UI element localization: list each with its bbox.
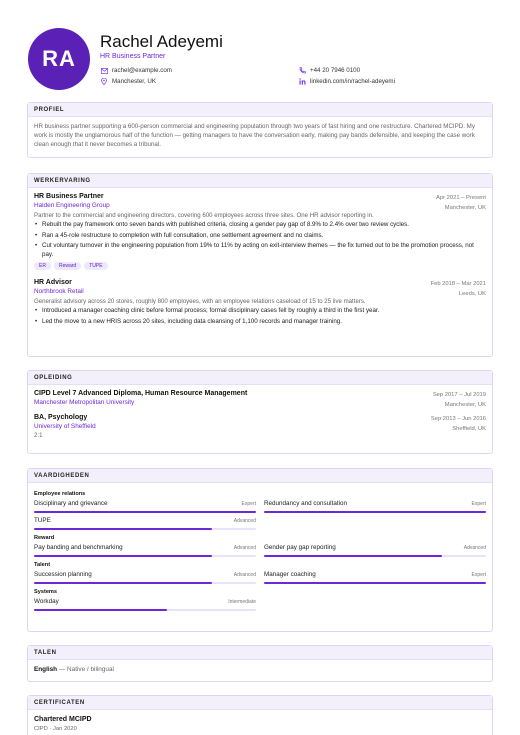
profile-text: HR business partner supporting a 600-person commercial and engineering population through two years of fast hiring and one restructure. Chartered MCIPD. My work is mostly the unglamorous half of the function — getting managers to have the conversation early, making pay bands defensible, and keeping the case work clean enough that it never becomes a tribunal.	[34, 123, 475, 148]
skill-item	[264, 568, 486, 585]
job-title: HR Business Partner	[34, 193, 104, 200]
skill-level: Advanced	[233, 545, 256, 551]
language-level: — Native / bilingual	[58, 666, 114, 673]
contact-phone[interactable]	[298, 67, 360, 74]
job-bullet: • Cut voluntary turnover in the engineering population from 19% to 11% by acting on exit-interview themes — the fix turned out to be the promotion process, not pay.	[34, 242, 486, 259]
skill-tag: TUPE	[84, 262, 107, 270]
contact-phone-text: +44 20 7946 0100	[310, 67, 361, 74]
skill-item	[34, 497, 256, 514]
education-section	[27, 370, 493, 454]
skill-bar-fill	[34, 609, 167, 611]
skill-bar	[34, 555, 256, 557]
skill-name: TUPE	[34, 517, 51, 524]
contact-linkedin-text: linkedin.com/in/rachel-adeyemi	[310, 78, 395, 85]
job-bullet: • Introduced a manager coaching clinic before formal process; formal disciplinary cases fell by roughly a third in the first year.	[34, 307, 486, 316]
skill-group-label: Systems	[34, 589, 58, 595]
profile-section	[27, 102, 493, 158]
skill-bar	[264, 555, 486, 557]
skill-bar-fill	[264, 582, 486, 584]
education-location: Manchester, UK	[444, 402, 486, 408]
skill-item	[34, 595, 256, 612]
skill-bar-fill	[34, 582, 212, 584]
contact-email-text: rachel@example.com	[112, 67, 172, 74]
linkedin-icon	[298, 78, 306, 85]
skill-name: Disciplinary and grievance	[34, 500, 108, 507]
skill-bar-fill	[264, 555, 442, 557]
skill-bar-fill	[264, 511, 486, 513]
job-dates: Feb 2018 – Mar 2021	[430, 281, 486, 288]
skill-level: Intermediate	[228, 599, 256, 605]
skill-name: Gender pay gap reporting	[264, 544, 336, 551]
skill-group-label: Reward	[34, 535, 55, 541]
job-bullets	[34, 307, 486, 326]
skill-name: Pay banding and benchmarking	[34, 544, 123, 551]
skill-name: Succession planning	[34, 571, 92, 578]
skill-grid	[34, 541, 486, 558]
certificates-section	[27, 695, 493, 735]
job-summary: Generalist advisory across 20 stores, roughly 800 employees, with an employee relations caseload of 15 to 25 live matters.	[34, 298, 366, 306]
location-pin-icon	[100, 78, 108, 85]
certificates-heading: CERTIFICATEN	[28, 696, 492, 710]
skill-level: Advanced	[463, 545, 486, 551]
job-company: Northbrook Retail	[34, 288, 84, 296]
language-name: English	[34, 666, 58, 673]
contact-email[interactable]	[100, 67, 172, 74]
skill-bar	[264, 511, 486, 513]
institution: University of Sheffield	[34, 423, 96, 430]
languages-heading: TALEN	[28, 646, 492, 660]
education-dates: Sep 2013 – Jun 2016	[430, 416, 486, 422]
skill-level: Expert	[241, 501, 256, 507]
job-meta	[436, 193, 486, 213]
job-meta	[431, 279, 486, 299]
skill-tag: ER	[34, 262, 51, 270]
skill-bar	[34, 609, 256, 611]
skill-grid	[34, 595, 486, 612]
job-location: Manchester, UK	[444, 205, 486, 211]
skill-level: Advanced	[233, 572, 256, 578]
skill-name: Workday	[34, 598, 59, 605]
skill-level: Expert	[471, 572, 486, 578]
languages-section	[27, 645, 493, 682]
job-company: Halden Engineering Group	[34, 202, 110, 209]
certificate-name: Chartered MCIPD	[34, 716, 92, 723]
profile-heading: PROFIEL	[28, 103, 492, 117]
job-dates: Apr 2021 – Present	[436, 195, 486, 201]
skill-item	[264, 541, 486, 558]
skill-bar-fill	[34, 528, 212, 530]
skill-grid	[34, 497, 486, 531]
skill-name: Manager coaching	[264, 571, 316, 578]
language-item	[34, 666, 486, 673]
candidate-name: Rachel Adeyemi	[100, 32, 223, 51]
contact-location	[100, 78, 156, 85]
education-meta	[431, 414, 486, 434]
education-heading: OPLEIDING	[28, 371, 492, 385]
education-entry	[34, 390, 486, 406]
resume-header	[28, 28, 498, 90]
contact-location-text: Manchester, UK	[112, 78, 157, 85]
phone-icon	[298, 67, 306, 74]
skill-item	[34, 568, 256, 585]
skill-tag: Reward	[54, 262, 81, 270]
skill-bar	[264, 582, 486, 584]
job-tags	[34, 262, 486, 270]
job-bullet: • Rebuilt the pay framework onto seven bands with published criteria, closing a gender pay gap of 8.9% to 2.4% over two review cycles.	[34, 221, 486, 230]
skill-grid	[34, 568, 486, 585]
skill-name: Redundancy and consultation	[264, 500, 347, 507]
job-title: HR Advisor	[34, 279, 72, 287]
skills-heading: VAARDIGHEDEN	[28, 469, 492, 483]
education-entry	[34, 414, 486, 439]
institution: Manchester Metropolitan University	[34, 399, 135, 406]
skill-group-label: Talent	[34, 562, 51, 568]
job-bullets	[34, 221, 486, 259]
skill-item	[34, 514, 256, 531]
experience-heading: WERKERVARING	[28, 174, 492, 188]
skill-item	[264, 497, 486, 514]
skill-level: Advanced	[233, 518, 256, 524]
job-bullet: • Led the move to a new HRIS across 20 sites, including data cleansing of 1,100 records and manager training.	[34, 318, 486, 327]
avatar: RA	[28, 28, 90, 90]
education-dates: Sep 2017 – Jul 2019	[432, 392, 486, 398]
experience-section	[27, 173, 493, 357]
certificate-meta: CIPD · Jan 2020	[34, 726, 77, 732]
skill-bar	[34, 528, 256, 530]
job-location: Leeds, UK	[458, 291, 486, 298]
degree-title: BA, Psychology	[34, 414, 88, 421]
skill-bar-fill	[34, 555, 212, 557]
job-bullet: • Ran a 45-role restructure to completion with full consultation, one settlement agreement and no claims.	[34, 232, 486, 241]
contact-linkedin[interactable]	[298, 78, 395, 85]
job-summary: Partner to the commercial and engineering directors, covering 600 employees across three sites. One HR advisor reporting in.	[34, 212, 374, 219]
job-entry	[34, 279, 486, 326]
skill-level: Expert	[471, 501, 486, 507]
skills-section	[27, 468, 493, 632]
education-location: Sheffield, UK	[452, 426, 486, 432]
job-entry	[34, 193, 486, 270]
skill-bar	[34, 582, 256, 584]
mail-icon	[100, 67, 108, 74]
education-meta	[433, 390, 486, 410]
skill-group-label: Employee relations	[34, 491, 86, 497]
candidate-role: HR Business Partner	[100, 53, 166, 60]
skill-item	[34, 541, 256, 558]
degree-title: CIPD Level 7 Advanced Diploma, Human Resource Management	[34, 390, 248, 397]
degree-grade: 2:1	[34, 432, 43, 439]
